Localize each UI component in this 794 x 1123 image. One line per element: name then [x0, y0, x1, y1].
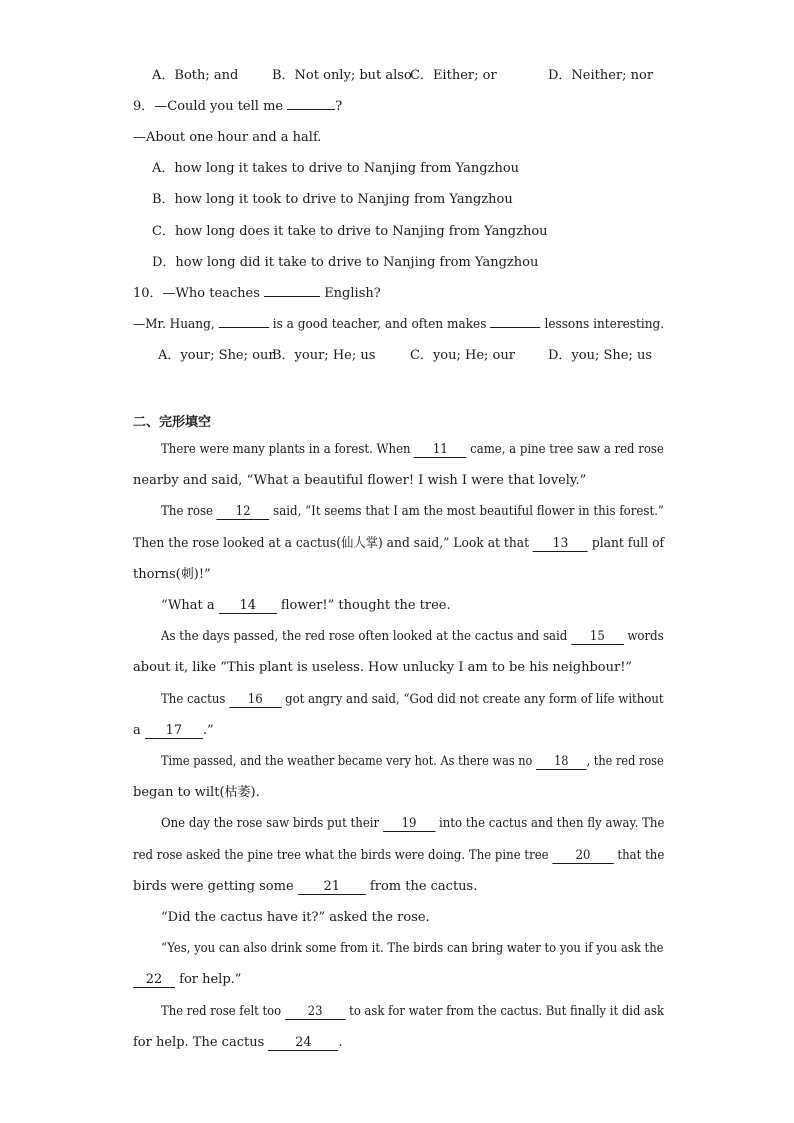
question-10-stem [133, 285, 663, 303]
passage-text: .” [202, 723, 214, 738]
passage-text: into the cactus and then fly away. The [435, 816, 665, 831]
passage-line: began to wilt(枯萎). [133, 785, 260, 800]
passage-line [161, 815, 665, 833]
passage-line [161, 1003, 664, 1021]
passage-text: that the [613, 848, 665, 863]
passage-text: One day the rose saw birds put their [161, 816, 383, 831]
passage-line [133, 847, 665, 865]
blank-19[interactable]: 19 [383, 817, 435, 832]
passage-text: a [133, 723, 145, 738]
blank-20[interactable]: 20 [552, 849, 613, 864]
blank-13[interactable]: 13 [533, 537, 588, 552]
option-b[interactable]: B．your; He; us [272, 348, 376, 363]
passage-line [133, 971, 663, 989]
option-d[interactable]: D．how long did it take to drive to Nanjing from Yangzhou [152, 255, 539, 270]
passage-line [161, 628, 664, 646]
passage-text: for help. The cactus [133, 1035, 269, 1050]
blank-11[interactable]: 11 [414, 443, 466, 458]
answer-blank[interactable] [287, 109, 335, 110]
passage-text: , the red rose [586, 754, 664, 769]
passage-line: nearby and said, “What a beautiful flower! I wish I were that lovely.” [133, 473, 587, 488]
passage-line [161, 441, 664, 459]
question-9-reply: —About one hour and a half. [133, 130, 322, 145]
option-c[interactable]: C．Either; or [410, 68, 497, 83]
passage-text: came, a pine tree saw a red rose [466, 442, 664, 457]
answer-blank[interactable] [490, 327, 540, 328]
option-a[interactable]: A．Both; and [152, 68, 239, 83]
option-d[interactable]: D．you; She; us [548, 348, 653, 363]
passage-text: got angry and said, “God did not create any form of life without [281, 692, 664, 707]
passage-line [161, 597, 657, 615]
option-a[interactable]: A．your; She; our [158, 348, 275, 363]
passage-line [133, 535, 665, 553]
question-10-stem-text: 10．—Who teaches [133, 286, 265, 301]
blank-24[interactable]: 24 [268, 1036, 338, 1051]
option-c[interactable]: C．you; He; our [410, 348, 515, 363]
passage-text: The cactus [161, 692, 230, 707]
passage-text: As the days passed, the red rose often looked at the cactus and said [161, 629, 572, 644]
passage-text: flower!” thought the tree. [276, 598, 451, 613]
blank-23[interactable]: 23 [285, 1005, 346, 1020]
section-title: 二、完形填空 [133, 415, 212, 430]
option-b[interactable]: B．how long it took to drive to Nanjing from Yangzhou [152, 192, 513, 207]
reply-part-c: lessons interesting. [540, 317, 665, 332]
passage-text: said, “It seems that I am the most beautiful flower in this forest.” [269, 504, 664, 519]
passage-line [161, 691, 664, 709]
reply-part-a: —Mr. Huang, [133, 317, 219, 332]
passage-text: from the cactus. [365, 879, 478, 894]
passage-line: thorns(刺)!” [133, 567, 211, 582]
question-10-stem-end: English? [320, 286, 381, 301]
question-9-stem [133, 98, 663, 116]
blank-15[interactable]: 15 [571, 630, 624, 645]
passage-text: The red rose felt too [161, 1004, 285, 1019]
option-b[interactable]: B．Not only; but also [272, 68, 412, 83]
passage-line [161, 503, 664, 521]
question-9-stem-end: ? [335, 99, 343, 114]
passage-text: Then the rose looked at a cactus(仙人掌) and said,” Look at that [133, 536, 534, 551]
blank-18[interactable]: 18 [536, 755, 587, 770]
blank-22[interactable]: 22 [133, 973, 175, 988]
passage-text: red rose asked the pine tree what the birds were doing. The pine tree [133, 848, 553, 863]
passage-text: The rose [161, 504, 217, 519]
passage-text: birds were getting some [133, 879, 298, 894]
passage-line [133, 722, 663, 740]
passage-text: for help.” [175, 972, 242, 987]
passage-text: There were many plants in a forest. When [161, 442, 415, 457]
answer-blank[interactable] [219, 327, 269, 328]
passage-text: plant full of [587, 536, 665, 551]
passage-line: about it, like “This plant is useless. How unlucky I am to be his neighbour!” [133, 660, 633, 675]
blank-12[interactable]: 12 [217, 505, 270, 520]
passage-text: words [623, 629, 664, 644]
passage-text: “What a [161, 598, 219, 613]
passage-line [133, 1034, 663, 1052]
blank-16[interactable]: 16 [229, 693, 281, 708]
question-10-reply [133, 316, 665, 334]
option-a[interactable]: A．how long it takes to drive to Nanjing from Yangzhou [152, 161, 520, 176]
passage-line [133, 878, 663, 896]
blank-21[interactable]: 21 [298, 880, 366, 895]
passage-line: “Yes, you can also drink some from it. The birds can bring water to you if you ask the [161, 941, 664, 956]
passage-line [161, 753, 664, 771]
question-9-stem-text: 9．—Could you tell me [133, 99, 288, 114]
passage-text: to ask for water from the cactus. But finally it did ask [345, 1004, 664, 1019]
blank-17[interactable]: 17 [145, 724, 203, 739]
passage-text: . [338, 1035, 343, 1050]
answer-blank[interactable] [264, 296, 320, 297]
reply-part-b: is a good teacher, and often makes [268, 317, 491, 332]
option-d[interactable]: D．Neither; nor [548, 68, 654, 83]
blank-14[interactable]: 14 [219, 599, 277, 614]
option-c[interactable]: C．how long does it take to drive to Nanjing from Yangzhou [152, 224, 548, 239]
passage-text: Time passed, and the weather became very hot. As there was no [161, 754, 537, 769]
passage-line: “Did the cactus have it?” asked the rose. [161, 910, 430, 925]
